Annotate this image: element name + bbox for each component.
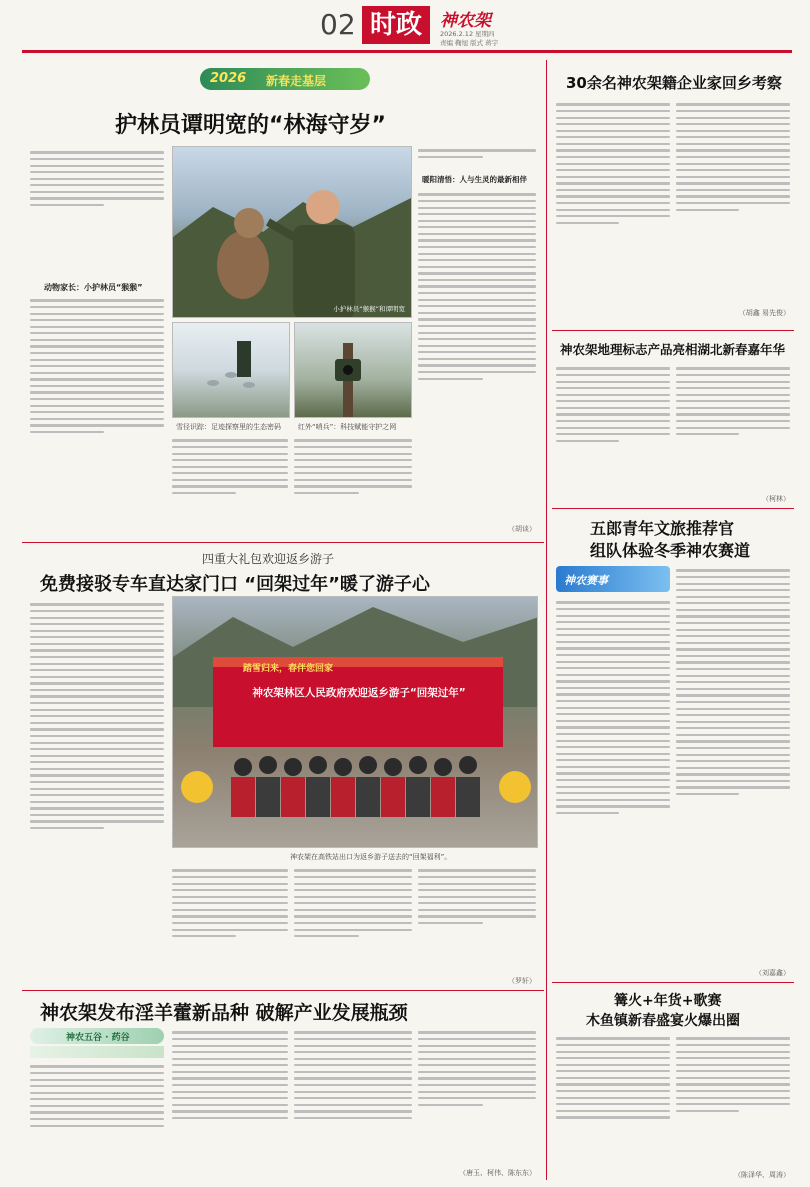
snow-photo-caption: 雪径识踪：足迹探察里的生态密码 [176, 423, 281, 431]
village-title-1: 篝火+年货+歌赛 [614, 993, 722, 1009]
herb-title: 神农架发布淫羊藿新品种 破解产业发展瓶颈 [40, 1002, 408, 1024]
herb-col2 [172, 1028, 288, 1182]
bus-byline: （罗轩） [508, 977, 536, 985]
trail-camera-illustration [295, 323, 412, 418]
page-number: 02 [320, 8, 356, 41]
ranger-photo-note: 小护林员“猴猴”和谭明宽 [333, 305, 405, 313]
camera-photo-caption: 红外“哨兵”：科技赋能守护之网 [298, 423, 397, 431]
forum-title: 30余名神农架籍企业家回乡考察 [566, 74, 782, 92]
masthead-rule [22, 50, 792, 53]
camera-photo [294, 322, 412, 418]
herb-banner [30, 1028, 164, 1044]
herb-banner-text: 神农五谷 · 药谷 [66, 1033, 130, 1043]
right-divider-2 [552, 508, 794, 509]
issue-date: 2026.2.12 星期四 [440, 30, 495, 38]
feature-col4 [418, 146, 536, 176]
bus-col2 [172, 866, 288, 986]
herb-byline: （唐玉、柯伟、陈东东） [459, 1169, 536, 1177]
bus-banner-slogan: 踏雪归来，春伴您回家 [243, 664, 334, 674]
feature-title: 护林员谭明宽的“林海守岁” [115, 113, 386, 138]
left-divider-1 [22, 542, 544, 543]
paper-logo: 神农架 [440, 11, 491, 31]
herb-col3 [294, 1028, 412, 1182]
geo-col1 [556, 364, 670, 504]
editors-line: 责编 鞠旭 版式 蒋宇 [440, 39, 499, 47]
feature-banner [200, 68, 370, 90]
bus-col1 [30, 600, 164, 990]
right-divider-3 [552, 982, 794, 983]
feature-col4b [418, 190, 536, 530]
bus-photo-caption: 神农架在高铁站出口为返乡游子送去的“回架福利”。 [290, 853, 452, 861]
herb-col1 [30, 1062, 164, 1182]
feature-byline: （胡谈） [508, 525, 536, 533]
feature-col1b [30, 296, 164, 536]
youth-banner-text: 神农赛事 [564, 574, 608, 587]
forum-col2 [676, 100, 790, 306]
feature-col3 [294, 436, 412, 536]
youth-col2 [676, 566, 790, 966]
bus-col4 [418, 866, 536, 982]
forum-col1 [556, 100, 670, 320]
geo-col2 [676, 364, 790, 490]
masthead [0, 0, 810, 56]
column-separator [546, 60, 547, 1180]
geo-byline: （柯林） [762, 495, 790, 503]
village-col1 [556, 1034, 670, 1182]
village-byline: （陈泽华、周涛） [734, 1171, 790, 1179]
feature-col2 [172, 436, 288, 536]
section-label: 时政 [362, 6, 430, 44]
youth-title-1: 五郎青年文旅推荐官 [590, 519, 735, 538]
ranger-photo-illustration [173, 147, 412, 318]
herb-col4 [418, 1028, 536, 1164]
snow-footprint-illustration [173, 323, 290, 418]
banner-title: 新春走基层 [266, 74, 327, 88]
banner-year: 2026 [210, 71, 247, 86]
herb-illustration [30, 1046, 164, 1058]
bus-banner-text: 神农架林区人民政府欢迎返乡游子“回架过年” [252, 687, 466, 699]
bus-photo-illustration [173, 597, 538, 848]
left-divider-2 [22, 990, 544, 991]
geo-title: 神农架地理标志产品亮相湖北新春嘉年华 [560, 342, 786, 357]
youth-banner [556, 566, 670, 592]
bus-photo [172, 596, 538, 848]
feature-subhead-1: 动物家长：小护林员“猴猴” [44, 283, 143, 292]
ranger-photo [172, 146, 412, 318]
bus-col3 [294, 866, 412, 986]
youth-col1 [556, 598, 670, 978]
feature-col1 [30, 148, 164, 258]
village-col2 [676, 1034, 790, 1168]
snow-photo [172, 322, 290, 418]
village-title-2: 木鱼镇新春盛宴火爆出圈 [586, 1013, 740, 1029]
right-divider-1 [552, 330, 794, 331]
youth-title-2: 组队体验冬季神农赛道 [590, 541, 751, 560]
bus-title: 免费接驳专车直达家门口 “回架过年”暖了游子心 [40, 574, 430, 595]
forum-byline: （胡鑫 易先俊） [738, 309, 790, 317]
feature-subhead-2: 暖阳清悟：人与生灵的最新相伴 [422, 175, 527, 184]
youth-byline: （刘嘉鑫） [755, 969, 790, 977]
bus-kicker: 四重大礼包欢迎返乡游子 [202, 552, 335, 566]
